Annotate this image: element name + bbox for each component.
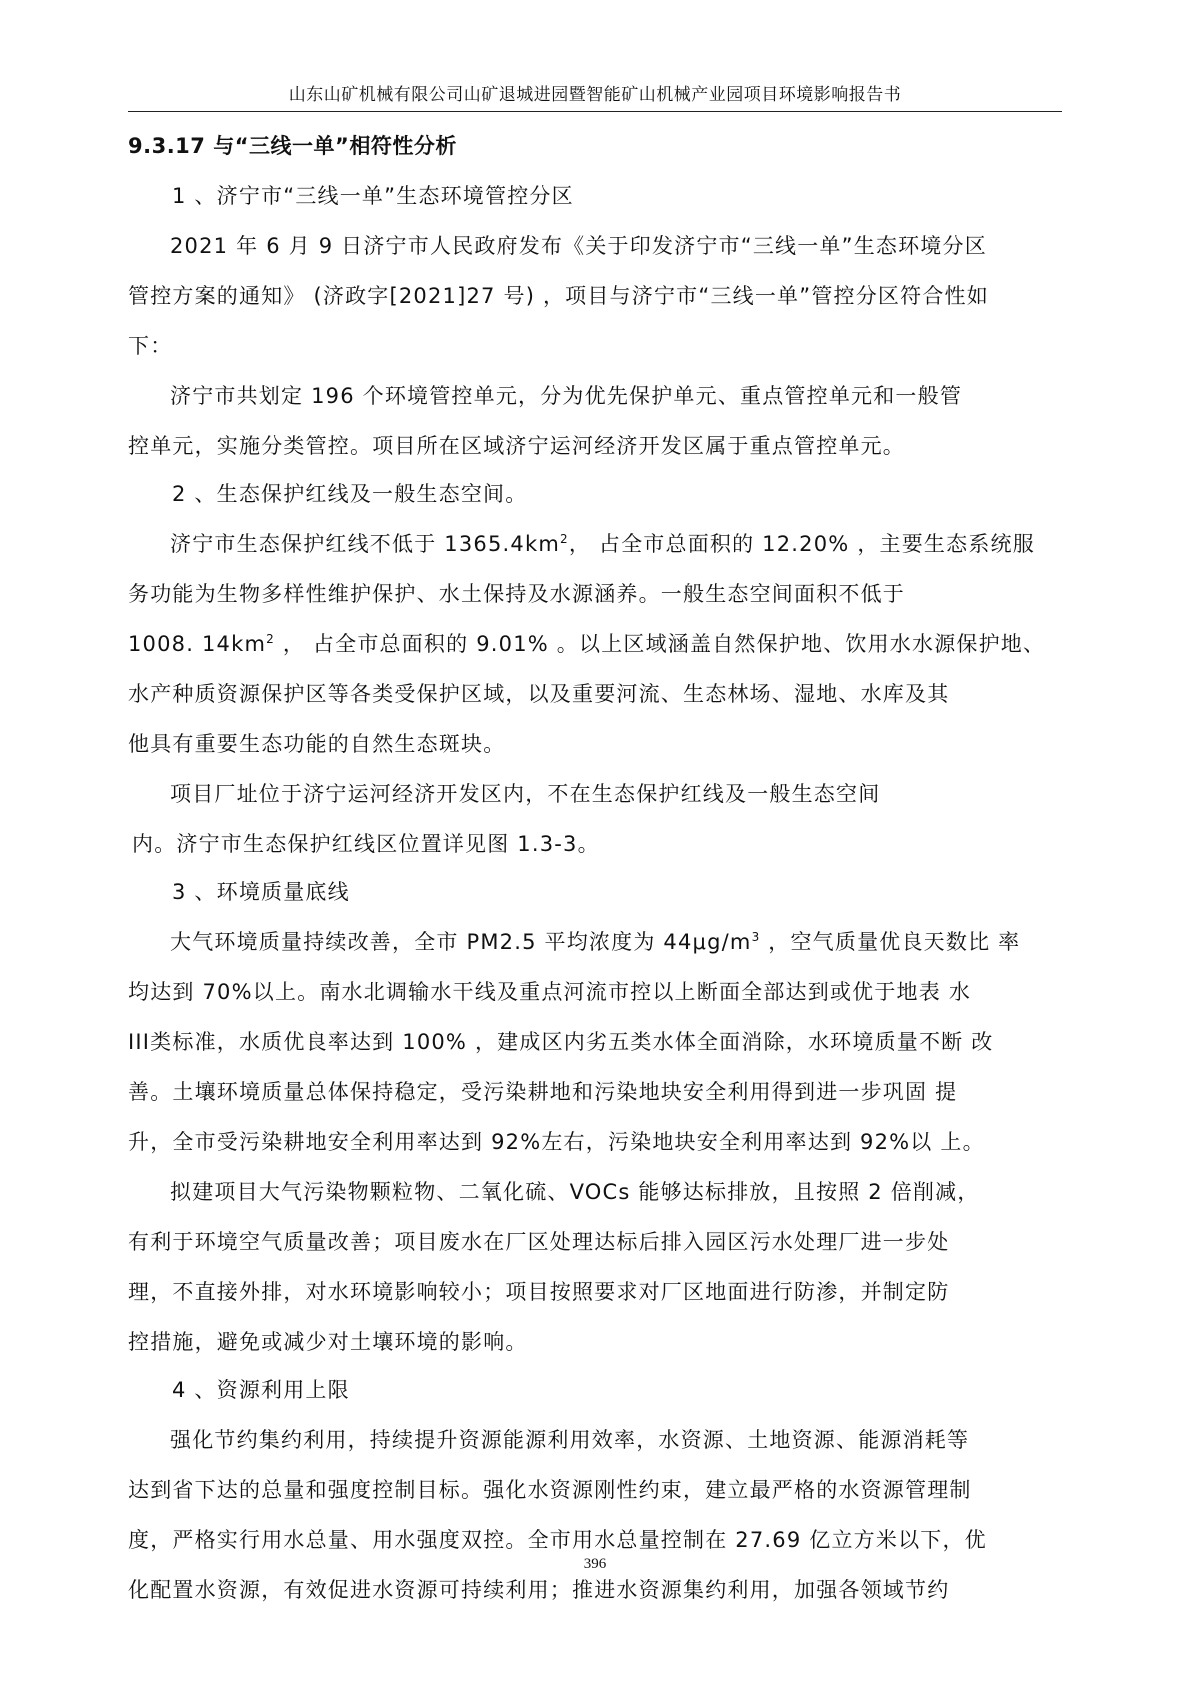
text-segment: ，空气质量优良天数比 率 (760, 930, 1021, 954)
paragraph-line: 下： (128, 334, 173, 358)
paragraph-line: 升，全市受污染耕地安全利用率达到 92%左右，污染地块安全利用率达到 92%以 上。 (128, 1130, 985, 1154)
paragraph-line: 拟建项目大气污染物颗粒物、二氧化硫、VOCs 能够达标排放，且按照 2 倍削减， (170, 1180, 980, 1204)
superscript: 2 (559, 532, 569, 546)
paragraph-line: 务功能为生物多样性维护保护、水土保持及水源涵养。一般生态空间面积不低于 (128, 582, 905, 606)
paragraph-line: III类标准，水质优良率达到 100% ，建成区内劣五类水体全面消除，水环境质量不断 改 (128, 1030, 994, 1054)
paragraph-line: 管控方案的通知》 (济政字[2021]27 号) ，项目与济宁市“三线一单”管控分区符合性如 (128, 284, 989, 308)
text-segment: ， 占全市总面积的 9.01% 。以上区域涵盖自然保护地、饮用水水源保护地、 (274, 632, 1046, 656)
subheading-1: 1 、济宁市“三线一单”生态环境管控分区 (172, 184, 574, 208)
header-divider (128, 111, 1062, 112)
text-segment: 大气环境质量持续改善，全市 PM2.5 平均浓度为 44μg/m (170, 930, 752, 954)
paragraph-line: 他具有重要生态功能的自然生态斑块。 (128, 732, 506, 756)
paragraph-line (128, 530, 1064, 558)
paragraph-line: 济宁市共划定 196 个环境管控单元，分为优先保护单元、重点管控单元和一般管 (170, 384, 963, 408)
paragraph-line: 项目厂址位于济宁运河经济开发区内，不在生态保护红线及一般生态空间 (170, 782, 881, 806)
paragraph-line: 内。济宁市生态保护红线区位置详见图 1.3-3。 (132, 832, 600, 856)
paragraph-line: 水产种质资源保护区等各类受保护区域，以及重要河流、生态林场、湿地、水库及其 (128, 682, 950, 706)
superscript: 2 (266, 632, 275, 646)
paragraph-line: 善。土壤环境质量总体保持稳定，受污染耕地和污染地块安全利用得到进一步巩固 提 (128, 1080, 958, 1104)
section-heading: 9.3.17 与“三线一单”相符性分析 (128, 134, 457, 158)
text-segment: 济宁市生态保护红线不低于 1365.4km (170, 532, 560, 556)
paragraph-line: 化配置水资源，有效促进水资源可持续利用；推进水资源集约利用，加强各领域节约 (128, 1578, 950, 1602)
subheading-4: 4 、资源利用上限 (172, 1378, 350, 1402)
paragraph-line: 均达到 70%以上。南水北调输水干线及重点河流市控以上断面全部达到或优于地表 水 (128, 980, 972, 1004)
paragraph-line (128, 630, 1064, 658)
paragraph-line: 控单元，实施分类管控。项目所在区域济宁运河经济开发区属于重点管控单元。 (128, 434, 905, 458)
paragraph-line: 有利于环境空气质量改善；项目废水在厂区处理达标后排入园区污水处理厂进一步处 (128, 1230, 950, 1254)
subheading-3: 3 、环境质量底线 (172, 880, 350, 904)
paragraph-line: 度，严格实行用水总量、用水强度双控。全市用水总量控制在 27.69 亿立方米以下，优 (128, 1528, 987, 1552)
document-body (128, 132, 1064, 1604)
paragraph-line: 达到省下达的总量和强度控制目标。强化水资源刚性约束，建立最严格的水资源管理制 (128, 1478, 972, 1502)
page-number: 396 (583, 1556, 607, 1572)
paragraph-line: 强化节约集约利用，持续提升资源能源利用效率，水资源、土地资源、能源消耗等 (170, 1428, 970, 1452)
paragraph-line: 控措施，避免或减少对土壤环境的影响。 (128, 1330, 528, 1354)
subheading-2: 2 、生态保护红线及一般生态空间。 (172, 482, 528, 506)
paragraph-line: 2021 年 6 月 9 日济宁市人民政府发布《关于印发济宁市“三线一单”生态环境分区 (170, 234, 987, 258)
text-segment: 1008. 14km (128, 632, 267, 656)
text-segment: ， 占全市总面积的 12.20% ，主要生态系统服 (568, 532, 1035, 556)
paragraph-line: 理，不直接外排，对水环境影响较小；项目按照要求对厂区地面进行防渗，并制定防 (128, 1280, 950, 1304)
paragraph-line (128, 928, 1064, 956)
superscript: 3 (751, 930, 761, 944)
document-header: 山东山矿机械有限公司山矿退城进园暨智能矿山机械产业园项目环境影响报告书 (288, 85, 902, 105)
